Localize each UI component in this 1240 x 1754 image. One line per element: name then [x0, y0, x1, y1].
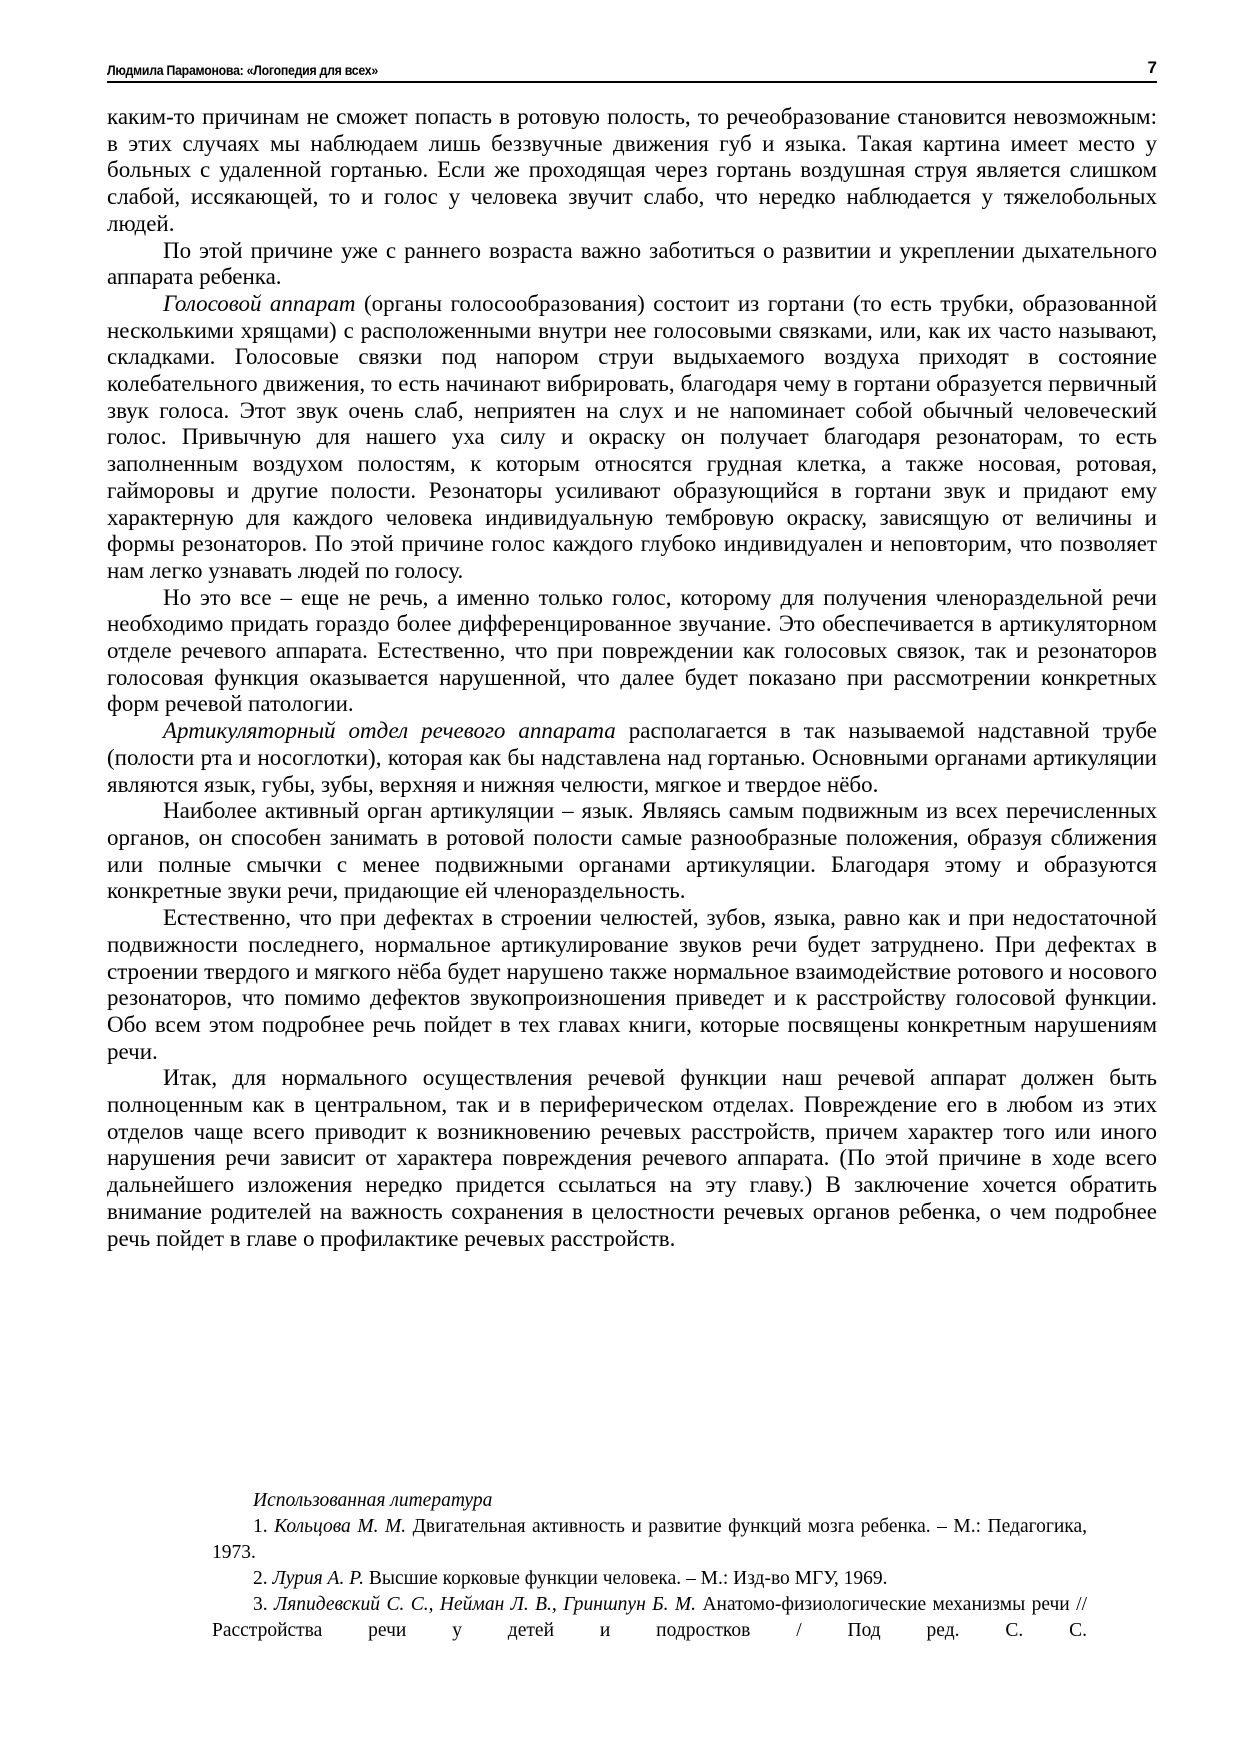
paragraph: Естественно, что при дефектах в строении челюстей, зубов, языка, равно как и при недостаточной подвижности последнего, нормальное артикулирование звуков речи будет затруднено. При дефектах в строении твердого и мягкого нёба будет нарушено также нормальное взаимодействие ротового и носового резонаторов, что помимо дефектов звукопроизношения приведет и к расстройству голосовой функции. Обо всем этом подробнее речь пойдет в тех главах книги, которые посвящены конкретным нарушениям речи. [107, 905, 1157, 1064]
body-text [107, 104, 1157, 1252]
paragraph: Голосовой аппарат (органы голосообразования) состоит из гортани (то есть трубки, образованной несколькими хрящами) с расположенными внутри нее голосовыми связками, или, как их часто называют, складками. Голосовые связки под напором струи выдыхаемого воздуха приходят в состояние колебательного движения, то есть начинают вибрировать, благодаря чему в гортани образуется первичный звук голоса. Этот звук очень слаб, неприятен на слух и не напоминает собой обычный человеческий голос. Привычную для нашего уха силу и окраску он получает благодаря резонаторам, то есть заполненным воздухом полостям, к которым относятся грудная клетка, а также носовая, ротовая, гайморовы и другие полости. Резонаторы усиливают образующийся в гортани звук и придают ему характерную для каждого человека индивидуальную тембровую окраску, зависящую от величины и формы резонаторов. По этой причине голос каждого глубоко индивидуален и неповторим, что позволяет нам легко узнавать людей по голосу. [107, 290, 1157, 583]
reference-authors: Лурия А. Р. [272, 1568, 365, 1589]
reference-item: 1. Кольцова М. М. Двигательная активность и развитие функций мозга ребенка. – М.: Педагогика, 1973. [212, 1516, 1088, 1563]
term-emphasis: Артикуляторный отдел речевого аппарата [163, 718, 616, 744]
paragraph: По этой причине уже с раннего возраста важно заботиться о развитии и укреплении дыхательного аппарата ребенка. [107, 237, 1157, 290]
page-number: 7 [1147, 58, 1157, 77]
paragraph: Наиболее активный орган артикуляции – язык. Являясь самым подвижным из всех перечисленных органов, он способен занимать в ротовой полости самые разнообразные положения, образуя сближения или полные смычки с менее подвижными органами артикуляции. Благодаря этому и образуются конкретные звуки речи, придающие ей членораздельность. [107, 798, 1157, 904]
paragraph: Но это все – еще не речь, а именно только голос, которому для получения членораздельной речи необходимо придать гораздо более дифференцированное звучание. Это обеспечивается в артикуляторном отделе речевого аппарата. Естественно, что при повреждении как голосовых связок, так и резонаторов голосовая функция оказывается нарушенной, что далее будет показано при рассмотрении конкретных форм речевой патологии. [107, 584, 1157, 717]
term-emphasis: Голосовой аппарат [163, 290, 356, 316]
running-header [107, 57, 1157, 83]
references-title: Использованная литература [253, 1490, 493, 1511]
paragraph: каким-то причинам не сможет попасть в ротовую полость, то речеобразование становится невозможным: в этих случаях мы наблюдаем лишь беззвучные движения губ и языка. Такая картина имеет место у больных с удаленной гортанью. Если же проходящая через гортань воздушная струя является слишком слабой, иссякающей, то и голос у человека звучит слабо, что нередко наблюдается у тяжелобольных людей. [107, 104, 1157, 236]
running-title: Людмила Парамонова: «Логопедия для всех» [107, 62, 378, 78]
reference-item: 3. Ляпидевский С. С., Нейман Л. В., Гриншпун Б. М. Анатомо-физиологические механизмы речи // Расстройства речи у детей и подростков / Под ред. С. С. [212, 1594, 1087, 1641]
reference-authors: Кольцова М. М. [274, 1516, 407, 1537]
paragraph: Артикуляторный отдел речевого аппарата располагается в так называемой надставной трубе (полости рта и носоглотки), которая как бы надставлена над гортанью. Основными органами артикуляции являются язык, губы, зубы, верхняя и нижняя челюсти, мягкое и твердое нёбо. [107, 718, 1158, 797]
references-section [212, 1488, 1087, 1644]
reference-item: 2. Лурия А. Р. Высшие корковые функции человека. – М.: Изд-во МГУ, 1969. [253, 1568, 888, 1589]
paragraph: Итак, для нормального осуществления речевой функции наш речевой аппарат должен быть полноценным как в центральном, так и в периферическом отделах. Повреждение его в любом из этих отделов чаще всего приводит к возникновению речевых расстройств, причем характер того или иного нарушения речи зависит от характера повреждения речевого аппарата. (По этой причине в ходе всего дальнейшего изложения нередко придется ссылаться на эту главу.) В заключение хочется обратить внимание родителей на важность сохранения в целостности речевых органов ребенка, о чем подробнее речь пойдет в главе о профилактике речевых расстройств. [107, 1065, 1157, 1251]
reference-authors: Ляпидевский С. С., Нейман Л. В., Гриншпун Б. М. [274, 1594, 697, 1615]
